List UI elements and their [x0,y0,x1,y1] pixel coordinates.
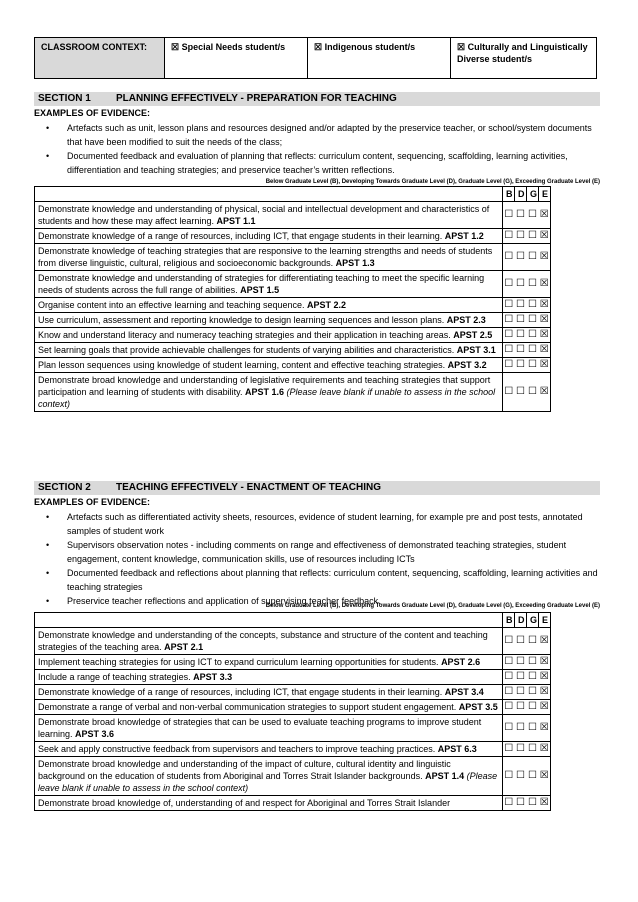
section-title: TEACHING EFFECTIVELY - ENACTMENT OF TEACHING [116,482,382,493]
table-row [35,796,601,811]
evidence-text: Documented feedback and reflections about planning that reflects: curriculum content, sequencing, scaffolding, learning activities and teaching strategies [67,568,598,592]
apst-code: APST 1.3 [335,258,375,268]
checkbox-empty-icon[interactable]: ☐ [515,298,527,313]
checkbox-checked-icon[interactable]: ☒ [171,42,180,52]
checkbox-empty-icon[interactable]: ☐ [527,328,539,343]
checkbox-empty-icon[interactable]: ☐ [527,757,539,796]
context-option-special-needs[interactable] [165,38,308,78]
criterion-cell [35,313,503,328]
criterion-text: Organise content into an effective learning and teaching sequence. [38,300,305,310]
checkbox-empty-icon[interactable]: ☐ [503,271,515,298]
criterion-cell [35,670,503,685]
evidence-item [34,121,600,149]
context-option-cald[interactable] [451,38,596,78]
criterion-text: Demonstrate knowledge and understanding of strategies for differentiating teaching to meet the specific learning needs of students across the full range of abilities. [38,273,485,295]
checkbox-checked-icon[interactable]: ☒ [539,715,551,742]
criterion-text: Demonstrate knowledge and understanding of physical, social and intellectual development and characteristics of students and how these may affect learning. [38,204,490,226]
context-option-label: Special Needs student/s [181,42,286,52]
row-spacer [551,328,601,343]
evidence-text: Artefacts such as differentiated activity sheets, resources, evidence of student learning, for example pre and post tests, annotated samples of student work [67,512,583,536]
checkbox-empty-icon[interactable]: ☐ [503,700,515,715]
criterion-text: Demonstrate knowledge of teaching strategies that are responsive to the learning strengths and needs of students from diverse linguistic, cultural, religious and socioeconomic backgrounds. [38,246,493,268]
evidence-item [34,538,600,566]
checkbox-empty-icon[interactable]: ☐ [515,271,527,298]
checkbox-empty-icon[interactable]: ☐ [515,229,527,244]
checkbox-empty-icon[interactable]: ☐ [527,715,539,742]
checkbox-empty-icon[interactable]: ☐ [503,670,515,685]
criterion-text: Include a range of teaching strategies. [38,672,191,682]
apst-code: APST 2.1 [164,642,204,652]
checkbox-empty-icon[interactable]: ☐ [515,313,527,328]
row-spacer [551,271,601,298]
checkbox-checked-icon[interactable]: ☒ [539,655,551,670]
apst-code: APST 1.2 [444,231,484,241]
criterion-cell [35,328,503,343]
checkbox-empty-icon[interactable]: ☐ [527,202,539,229]
bullet-icon: • [46,540,50,550]
checkbox-checked-icon[interactable]: ☒ [539,700,551,715]
checkbox-empty-icon[interactable]: ☐ [527,343,539,358]
evidence-list [34,121,600,177]
criterion-text: Plan lesson sequences using knowledge of student learning, content and effective teaching strategies. [38,360,446,370]
row-spacer [551,742,601,757]
evidence-list [34,510,600,608]
checkbox-checked-icon[interactable]: ☒ [539,343,551,358]
checkbox-empty-icon[interactable]: ☐ [527,229,539,244]
criterion-cell [35,271,503,298]
apst-code: APST 3.1 [456,345,496,355]
checkbox-empty-icon[interactable]: ☐ [515,628,527,655]
table-row [35,742,601,757]
criterion-cell [35,298,503,313]
table-row [35,700,601,715]
checkbox-empty-icon[interactable]: ☐ [503,685,515,700]
evidence-text: Preservice teacher reflections and application of supervising teacher feedback. [67,596,381,606]
level-column-header: G [527,187,539,202]
table-row [35,757,601,796]
criterion-text: Use curriculum, assessment and reporting knowledge to design learning sequences and lesson plans. [38,315,445,325]
row-spacer [551,655,601,670]
header-spacer [551,613,601,628]
row-spacer [551,700,601,715]
table-row [35,670,601,685]
checkbox-empty-icon[interactable]: ☐ [515,670,527,685]
row-spacer [551,670,601,685]
checkbox-empty-icon[interactable]: ☐ [527,628,539,655]
bullet-icon: • [46,151,50,161]
levels-legend: Below Graduate Level (B), Developing Towards Graduate Level (D), Graduate Level (G), Exceeding Graduate Level (E) [265,603,600,609]
criterion-text: Demonstrate broad knowledge and understanding of the impact of culture, cultural identity and linguistic background on the education of students from Aboriginal and Torres Strait Islander backgrounds. [38,759,451,781]
criterion-text: Seek and apply constructive feedback from supervisors and teachers to improve teaching practices. [38,744,436,754]
row-spacer [551,628,601,655]
criteria-table [34,612,601,811]
checkbox-empty-icon[interactable]: ☐ [503,796,515,811]
evidence-label: EXAMPLES OF EVIDENCE: [34,497,151,507]
apst-code: APST 1.1 [216,216,256,226]
checkbox-empty-icon[interactable]: ☐ [527,796,539,811]
section-1-header [34,92,600,106]
classroom-context-label: CLASSROOM CONTEXT: [35,38,165,78]
checkbox-checked-icon[interactable]: ☒ [539,328,551,343]
criterion-cell [35,202,503,229]
table-row [35,715,601,742]
checkbox-checked-icon[interactable]: ☒ [539,313,551,328]
checkbox-empty-icon[interactable]: ☐ [503,328,515,343]
criterion-text: Demonstrate a range of verbal and non-verbal communication strategies to support student engagement. [38,702,457,712]
criterion-text: Know and understand literacy and numeracy teaching strategies and their application in teaching areas. [38,330,451,340]
criterion-text: Set learning goals that provide achievable challenges for students of varying abilities and characteristics. [38,345,455,355]
evidence-item [34,149,600,177]
criterion-cell [35,796,503,811]
evidence-text: Supervisors observation notes - including comments on range and effectiveness of demonstrated teaching strategies, student engagement, content knowledge, communication skills, use of resources including ICTs [67,540,567,564]
evidence-text: Artefacts such as unit, lesson plans and resources designed and/or adapted by the preservice teacher, or school/system documents that have been modified to suit the needs of the class; [67,123,592,147]
checkbox-empty-icon[interactable]: ☐ [503,313,515,328]
checkbox-empty-icon[interactable]: ☐ [515,715,527,742]
checkbox-checked-icon[interactable]: ☒ [539,670,551,685]
row-spacer [551,343,601,358]
table-row [35,358,601,373]
apst-code: APST 3.3 [193,672,233,682]
table-row [35,628,601,655]
table-row [35,244,601,271]
checkbox-empty-icon[interactable]: ☐ [527,358,539,373]
checkbox-checked-icon[interactable]: ☒ [539,628,551,655]
checkbox-checked-icon[interactable]: ☒ [457,42,466,52]
checkbox-checked-icon[interactable]: ☒ [539,271,551,298]
apst-code: APST 3.2 [447,360,487,370]
apst-code: APST 3.5 [458,702,498,712]
level-column-header: B [503,613,515,628]
criterion-cell [35,742,503,757]
checkbox-empty-icon[interactable]: ☐ [503,655,515,670]
criterion-text: Demonstrate knowledge of a range of resources, including ICT, that engage students in their learning. [38,687,443,697]
section-title: PLANNING EFFECTIVELY - PREPARATION FOR TEACHING [116,93,397,104]
checkbox-empty-icon[interactable]: ☐ [515,202,527,229]
apst-code: APST 2.6 [441,657,481,667]
apst-code: APST 2.3 [446,315,486,325]
checkbox-empty-icon[interactable]: ☐ [503,202,515,229]
checkbox-empty-icon[interactable]: ☐ [515,700,527,715]
criterion-text: Demonstrate knowledge of a range of resources, including ICT, that engage students in their learning. [38,231,443,241]
row-spacer [551,715,601,742]
context-option-indigenous[interactable] [308,38,451,78]
levels-legend: Below Graduate Level (B), Developing Towards Graduate Level (D), Graduate Level (G), Exceeding Graduate Level (E) [265,179,600,185]
criterion-cell [35,655,503,670]
bullet-icon: • [46,512,50,522]
checkbox-empty-icon[interactable]: ☐ [503,373,515,412]
checkbox-empty-icon[interactable]: ☐ [503,715,515,742]
criterion-text: Demonstrate broad knowledge and understanding of legislative requirements and teaching strategies that support participation and learning of students with disability. [38,375,491,397]
checkbox-empty-icon[interactable]: ☐ [503,343,515,358]
table-row [35,313,601,328]
criterion-cell [35,358,503,373]
table-header-row [35,613,601,628]
checkbox-checked-icon[interactable]: ☒ [539,757,551,796]
level-column-header: G [527,613,539,628]
criterion-note: (Please leave blank if unable to assess in the school context) [38,387,496,409]
row-spacer [551,373,601,412]
checkbox-empty-icon[interactable]: ☐ [527,313,539,328]
row-spacer [551,313,601,328]
section-2-header [34,481,600,495]
row-spacer [551,685,601,700]
row-spacer [551,298,601,313]
criterion-cell [35,628,503,655]
row-spacer [551,229,601,244]
checkbox-checked-icon[interactable]: ☒ [539,685,551,700]
table-row [35,298,601,313]
level-column-header: E [539,187,551,202]
checkbox-empty-icon[interactable]: ☐ [527,700,539,715]
table-row [35,271,601,298]
criterion-cell [35,343,503,358]
table-row [35,685,601,700]
checkbox-empty-icon[interactable]: ☐ [515,757,527,796]
classroom-context-table [34,37,597,79]
header-blank [35,187,501,202]
checkbox-empty-icon[interactable]: ☐ [527,271,539,298]
checkbox-empty-icon[interactable]: ☐ [527,685,539,700]
checkbox-empty-icon[interactable]: ☐ [515,655,527,670]
criteria-table [34,186,601,412]
context-option-label: Culturally and Linguistically Diverse student/s [457,42,588,64]
checkbox-empty-icon[interactable]: ☐ [515,358,527,373]
checkbox-empty-icon[interactable]: ☐ [515,742,527,757]
checkbox-checked-icon[interactable]: ☒ [539,229,551,244]
criterion-cell [35,685,503,700]
apst-code: APST 1.4 [425,771,465,781]
criterion-cell [35,244,503,271]
bullet-icon: • [46,596,50,606]
table-row [35,655,601,670]
checkbox-checked-icon[interactable]: ☒ [539,244,551,271]
checkbox-checked-icon[interactable]: ☒ [314,42,323,52]
checkbox-empty-icon[interactable]: ☐ [515,796,527,811]
checkbox-empty-icon[interactable]: ☐ [503,244,515,271]
apst-code: APST 1.6 [244,387,284,397]
criterion-cell [35,700,503,715]
table-row [35,343,601,358]
table-row [35,229,601,244]
checkbox-empty-icon[interactable]: ☐ [503,628,515,655]
row-spacer [551,757,601,796]
checkbox-empty-icon[interactable]: ☐ [527,742,539,757]
apst-code: APST 3.6 [75,729,115,739]
checkbox-empty-icon[interactable]: ☐ [527,244,539,271]
checkbox-empty-icon[interactable]: ☐ [503,757,515,796]
checkbox-empty-icon[interactable]: ☐ [503,742,515,757]
checkbox-empty-icon[interactable]: ☐ [527,373,539,412]
evidence-text: Documented feedback and evaluation of planning that reflects: curriculum content, sequencing, scaffolding, learning activities, differentiation and teaching strategies; and preservice teacher’s written reflections. [67,151,568,175]
criterion-note: (Please leave blank if unable to assess in the school context) [38,771,498,793]
level-column-header: D [515,613,527,628]
criterion-text: Demonstrate broad knowledge of strategies that can be used to evaluate teaching programs to improve student learning. [38,717,482,739]
apst-code: APST 6.3 [437,744,477,754]
level-column-header: D [515,187,527,202]
apst-code: APST 3.4 [444,687,484,697]
table-row [35,328,601,343]
row-spacer [551,244,601,271]
criterion-cell [35,373,503,412]
table-header-row [35,187,601,202]
checkbox-checked-icon[interactable]: ☒ [539,373,551,412]
checkbox-empty-icon[interactable]: ☐ [503,358,515,373]
checkbox-empty-icon[interactable]: ☐ [515,328,527,343]
header-blank [35,613,501,628]
evidence-item [34,510,600,538]
checkbox-empty-icon[interactable]: ☐ [515,373,527,412]
table-row [35,202,601,229]
row-spacer [551,202,601,229]
context-option-label: Indigenous student/s [324,42,416,52]
bullet-icon: • [46,123,50,133]
checkbox-checked-icon[interactable]: ☒ [539,298,551,313]
row-spacer [551,796,601,811]
checkbox-empty-icon[interactable]: ☐ [515,244,527,271]
evidence-label: EXAMPLES OF EVIDENCE: [34,108,151,118]
criterion-text: Implement teaching strategies for using ICT to expand curriculum learning opportunities for students. [38,657,439,667]
apst-code: APST 2.2 [307,300,347,310]
evidence-item [34,566,600,594]
checkbox-empty-icon[interactable]: ☐ [527,655,539,670]
section-number: SECTION 2 [38,482,91,493]
criterion-text: Demonstrate broad knowledge of, understanding of and respect for Aboriginal and Torres Strait Islander [38,798,451,808]
criterion-cell [35,715,503,742]
header-spacer [551,187,601,202]
checkbox-empty-icon[interactable]: ☐ [515,343,527,358]
table-row [35,373,601,412]
bullet-icon: • [46,568,50,578]
checkbox-checked-icon[interactable]: ☒ [539,796,551,811]
level-column-header: E [539,613,551,628]
checkbox-empty-icon[interactable]: ☐ [527,298,539,313]
apst-code: APST 1.5 [240,285,280,295]
checkbox-checked-icon[interactable]: ☒ [539,202,551,229]
checkbox-checked-icon[interactable]: ☒ [539,358,551,373]
criterion-text: Demonstrate knowledge and understanding of the concepts, substance and structure of the content and teaching strategies of the teaching area. [38,630,488,652]
checkbox-empty-icon[interactable]: ☐ [503,229,515,244]
criterion-cell [35,757,503,796]
criterion-cell [35,229,503,244]
checkbox-checked-icon[interactable]: ☒ [539,742,551,757]
level-column-header: B [503,187,515,202]
checkbox-empty-icon[interactable]: ☐ [503,298,515,313]
apst-code: APST 2.5 [453,330,493,340]
section-number: SECTION 1 [38,93,91,104]
checkbox-empty-icon[interactable]: ☐ [527,670,539,685]
row-spacer [551,358,601,373]
checkbox-empty-icon[interactable]: ☐ [515,685,527,700]
